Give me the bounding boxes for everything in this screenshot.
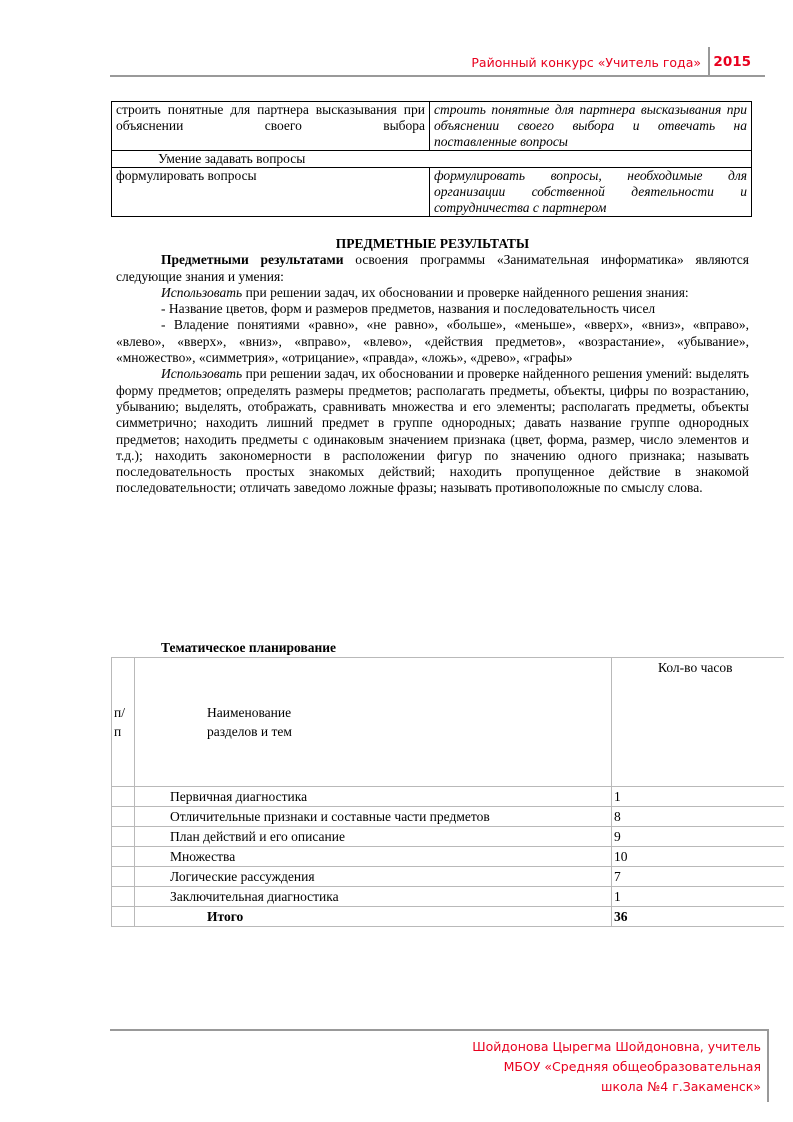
table-cell: 7 <box>612 867 784 887</box>
page-header <box>110 47 765 77</box>
table-cell: строить понятные для партнера высказывания при объяснении своего выбора и отвечать на поставленные вопросы <box>430 102 752 151</box>
table-row <box>112 168 752 217</box>
header-rule <box>110 75 765 77</box>
section-heading: ПРЕДМЕТНЫЕ РЕЗУЛЬТАТЫ <box>335 236 530 251</box>
paragraph <box>116 252 749 285</box>
footer-school: МБОУ «Средняя общеобразовательная <box>503 1059 761 1074</box>
table-cell: План действий и его описание <box>135 827 612 847</box>
table-row <box>112 102 752 151</box>
header-separator <box>708 47 710 77</box>
footer-school-city: школа №4 г.Закаменск» <box>601 1079 761 1094</box>
paragraph <box>116 366 749 496</box>
table-row <box>112 827 785 847</box>
skills-table <box>111 101 752 217</box>
table-cell: 1 <box>612 887 784 907</box>
table-cell: Множества <box>135 847 612 867</box>
table-row <box>112 787 785 807</box>
total-label: Итого <box>135 907 612 927</box>
table-cell <box>112 847 135 867</box>
footer-author: Шойдонова Цырегма Шойдоновна, учитель <box>472 1039 761 1054</box>
header-num: п/п <box>112 658 135 787</box>
paragraph: - Владение понятиями «равно», «не равно», «больше», «меньше», «вверх», «вниз», «вправо», «влево», «вверх», «вниз», «вправо», «влево», «действия предметов», «возрастание», «убывание», «множество», «симметрия», «отрицание», «правда», «ложь», «древо», «графы» <box>116 317 749 366</box>
footer-rule <box>110 1029 769 1031</box>
table-cell: 8 <box>612 807 784 827</box>
table-row <box>112 807 785 827</box>
table-cell <box>112 807 135 827</box>
table-cell: 1 <box>612 787 784 807</box>
footer-side-rule <box>767 1031 769 1102</box>
total-hours: 36 <box>612 907 784 927</box>
paragraph-text: при решении задач, их обосновании и проверке найденного решения умений: выделять форму предметов; определять размеры предметов; располагать предметы, объекты, цифры по возрастанию, убыванию; выделять, отображать, сравнивать множества и его элементы; располагать предметы, объекты симметрично; находить лишний предмет в группе однородных; давать название группе однородных предметов; находить предметы с одинаковым значением признака (цвет, форма, размер, число элементов и т.д.); находить закономерности в расположении фигур по значению одного признака; называть последовательность простых знакомых действий; находить пропущенное действие в знакомой последовательности; отличать заведомо ложные фразы; называть противоположные по смыслу слова. <box>116 366 749 496</box>
table-total-row <box>112 907 785 927</box>
table-row <box>112 151 752 168</box>
page-footer <box>472 1037 761 1097</box>
table-cell <box>112 867 135 887</box>
header-name-line: разделов и тем <box>207 724 292 739</box>
header-hours: Кол-во часов <box>612 658 784 787</box>
header-name <box>135 658 612 787</box>
table-cell <box>112 887 135 907</box>
table-cell: Заключительная диагностика <box>135 887 612 907</box>
subject-results-section <box>116 236 749 497</box>
header-name-line: Наименование <box>207 705 292 720</box>
table-cell: Логические рассуждения <box>135 867 612 887</box>
table-cell <box>112 907 135 927</box>
table-row <box>112 847 785 867</box>
plan-table <box>111 657 784 927</box>
table-cell: 9 <box>612 827 784 847</box>
table-header-row <box>112 658 785 787</box>
header-title: Районный конкурс «Учитель года» <box>471 55 701 70</box>
table-row <box>112 867 785 887</box>
paragraph-text: освоения программы «Занимательная информатика» являются следующие знания и умения: <box>116 252 749 284</box>
plan-title: Тематическое планирование <box>161 640 337 655</box>
table-cell: 10 <box>612 847 784 867</box>
table-row <box>112 887 785 907</box>
paragraph: - Название цветов, форм и размеров предметов, названия и последовательность чисел <box>161 301 656 317</box>
italic-term: Использовать <box>161 284 243 300</box>
table-cell: Умение задавать вопросы <box>112 151 752 168</box>
bold-term: Предметными результатами <box>161 252 344 268</box>
table-cell: формулировать вопросы <box>112 168 430 217</box>
paragraph-text: при решении задач, их обосновании и проверке найденного решения знания: <box>242 284 689 300</box>
table-cell: строить понятные для партнера высказывания при объяснении своего выбора <box>112 102 430 151</box>
table-cell <box>112 787 135 807</box>
table-cell: Отличительные признаки и составные части предметов <box>135 807 612 827</box>
italic-term: Использовать <box>161 366 243 382</box>
paragraph <box>116 285 749 301</box>
header-year: 2015 <box>713 54 751 70</box>
table-cell: Первичная диагностика <box>135 787 612 807</box>
table-cell <box>112 827 135 847</box>
table-cell: формулировать вопросы, необходимые для организации собственной деятельности и сотрудничества с партнером <box>430 168 752 217</box>
